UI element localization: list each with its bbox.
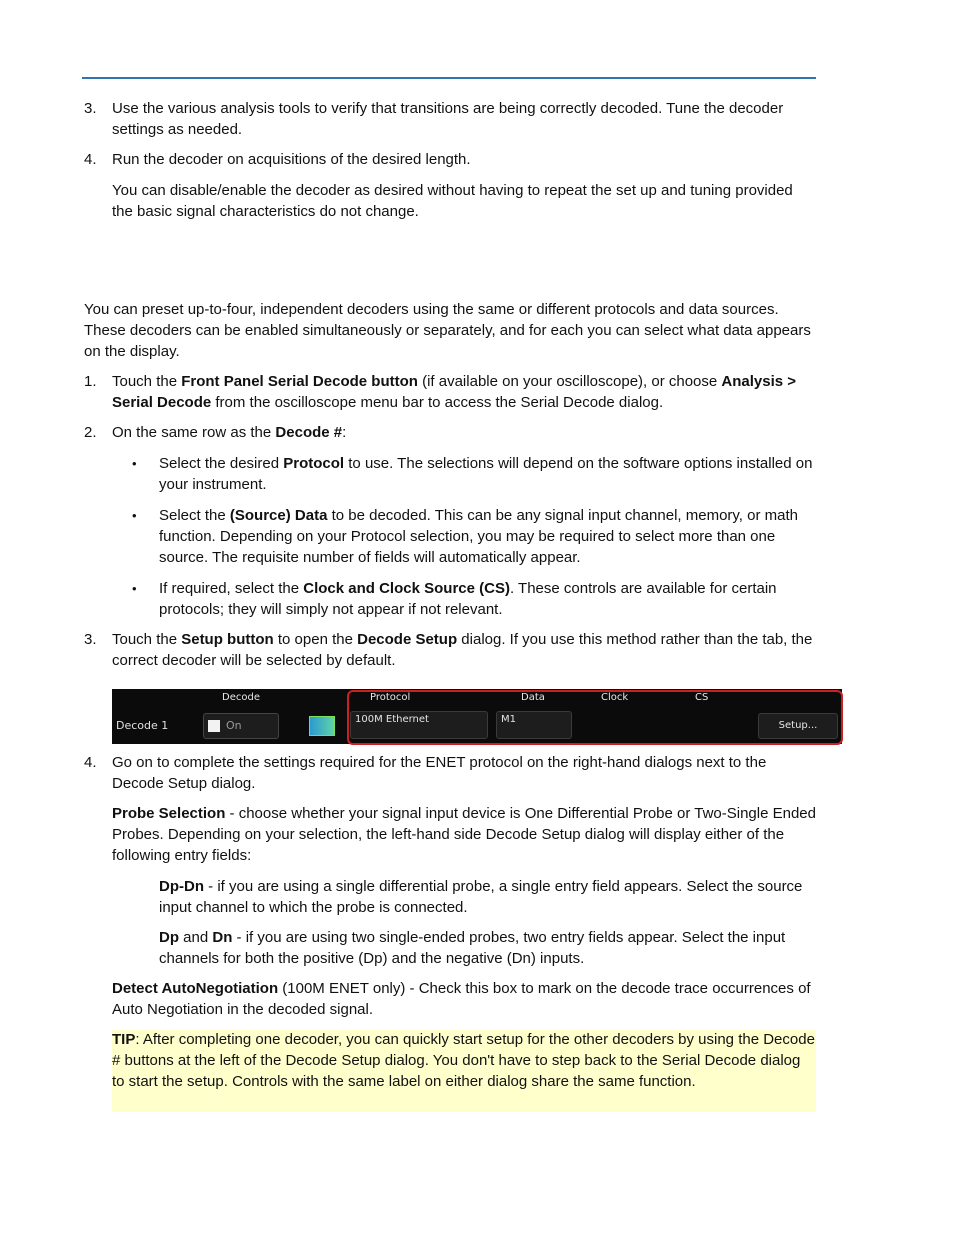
autonegotiation-text: Detect AutoNegotiation (100M ENET only) - Check this box to mark on the decode trace occurrences of Auto Negotiation in the decoded signal. (112, 980, 811, 1018)
list-text: Use the various analysis tools to verify that transitions are being correctly decoded. Tune the decoder settings as needed. (112, 100, 784, 138)
intro-text: You can preset up-to-four, independent decoders using the same or different protocols and data sources. These decoders can be enabled simultaneously or separately, and for each you can select what data appears on the display. (84, 301, 811, 360)
list-text: Go on to complete the settings required for the ENET protocol on the right-hand dialogs next to the Decode Setup dialog. (112, 754, 767, 792)
dpdn-text: Dp-Dn - if you are using a single differential probe, a single entry field appears. Select the source input channel to which the probe is connected. (159, 878, 803, 916)
protocol-select[interactable]: 100M Ethernet (350, 711, 488, 739)
dp-and-dn-text: Dp and Dn - if you are using two single-ended probes, two entry fields appear. Select the input channels for both the positive (Dp) and the negative (Dn) inputs. (159, 929, 786, 967)
decode-on-toggle[interactable] (203, 713, 279, 739)
list-number: 4. (84, 151, 97, 168)
list-number: 2. (84, 424, 97, 441)
list-text: Run the decoder on acquisitions of the desired length. (112, 151, 471, 168)
list-number: 3. (84, 100, 97, 117)
list-text: On the same row as the Decode #: (112, 424, 347, 441)
checkbox-icon (208, 720, 220, 732)
data-select[interactable]: M1 (496, 711, 572, 739)
bullet-icon: • (132, 456, 137, 471)
cs-header: CS (695, 692, 709, 703)
decode-color-icon[interactable] (309, 716, 335, 736)
list-text: Touch the Setup button to open the Decode Setup dialog. If you use this method rather than the tab, the correct decoder will be selected by default. (112, 631, 813, 669)
protocol-header: Protocol (370, 692, 411, 703)
list-text: Touch the Front Panel Serial Decode button (if available on your oscilloscope), or choose Analysis > Serial Decode from the oscilloscope menu bar to access the Serial Decode dialog. (112, 373, 797, 411)
bullet-text: Select the (Source) Data to be decoded. This can be any signal input channel, memory, or math function. Depending on your Protocol selection, you may be required to select more than one source. The requisite number of fields will automatically appear. (159, 507, 798, 566)
probe-selection-text: Probe Selection - choose whether your signal input device is One Differential Probe or Two-Single Ended Probes. Depending on your selection, the left-hand side Decode Setup dialog will display either of the following entry fields: (112, 805, 816, 864)
setup-button[interactable]: Setup... (758, 713, 838, 739)
data-header: Data (521, 692, 545, 703)
list-number: 1. (84, 373, 97, 390)
decode-header: Decode (222, 692, 260, 703)
list-number: 3. (84, 631, 97, 648)
step4-note: You can disable/enable the decoder as desired without having to repeat the set up and tuning provided the basic signal characteristics do not change. (112, 182, 793, 220)
decode-row-label: Decode 1 (116, 719, 169, 732)
bullet-icon: • (132, 508, 137, 523)
list-number: 4. (84, 754, 97, 771)
on-label: On (226, 719, 242, 732)
serial-decode-panel (112, 689, 842, 744)
clock-header: Clock (601, 692, 629, 703)
bullet-icon: • (132, 581, 137, 596)
bullet-text: If required, select the Clock and Clock Source (CS). These controls are available for certain protocols; they will simply not appear if not relevant. (159, 580, 777, 618)
header-rule (82, 77, 816, 79)
bullet-text: Select the desired Protocol to use. The selections will depend on the software options installed on your instrument. (159, 455, 813, 493)
tip-text: TIP: After completing one decoder, you can quickly start setup for the other decoders by using the Decode # buttons at the left of the Decode Setup dialog. You don't have to step back to the Serial Decode dialog to start the setup. Controls with the same label on either dialog share the same function. (112, 1031, 815, 1090)
